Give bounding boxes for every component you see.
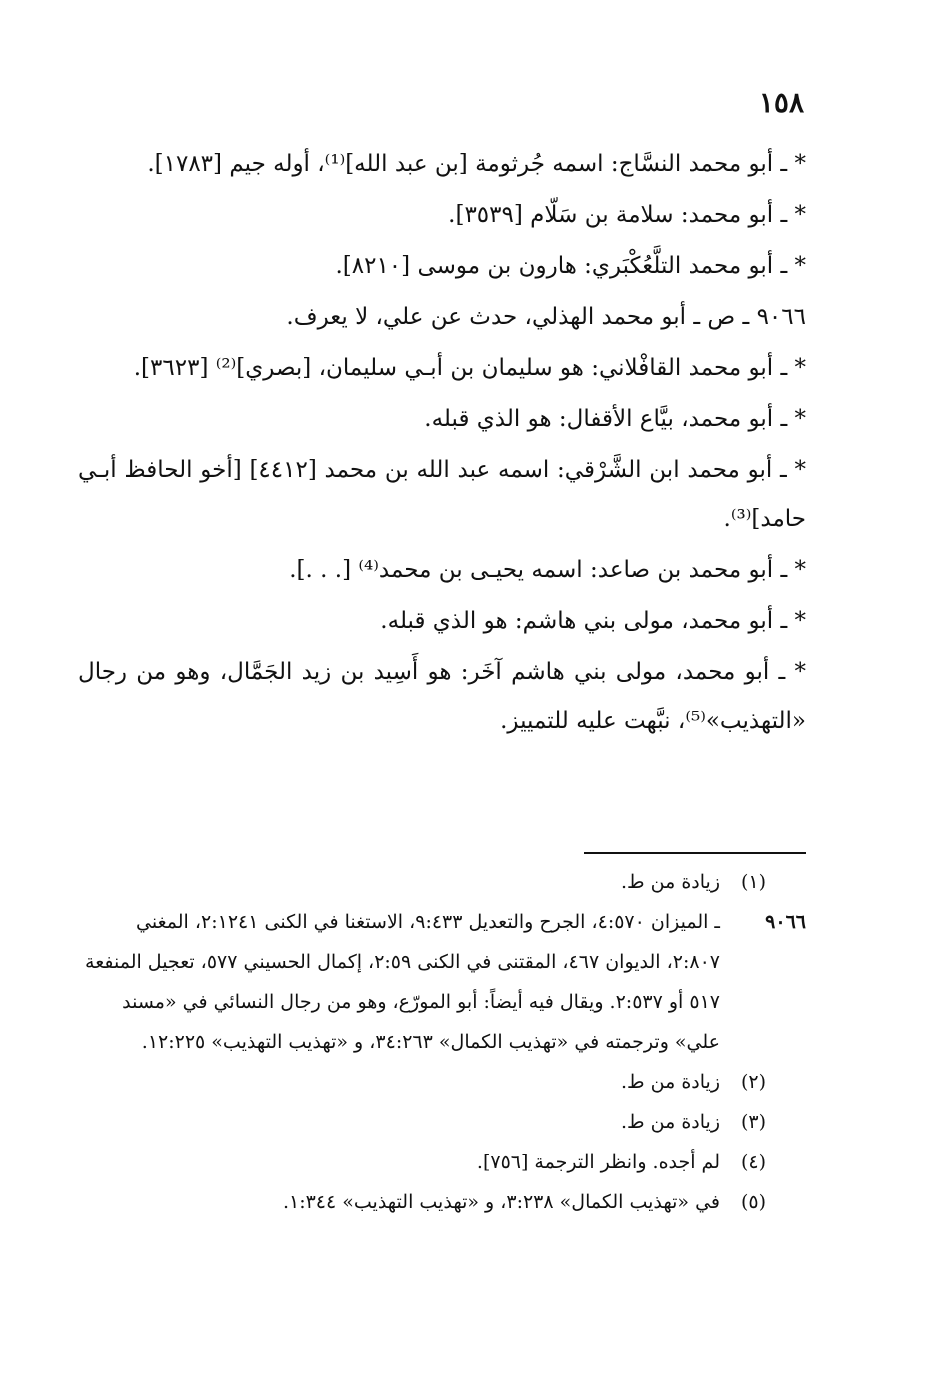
entry: * ـ أبو محمد القافْلاني: هو سليمان بن أبـي سليمان، [بصري]⁽²⁾ [٣٦٢٣]. bbox=[133, 355, 806, 381]
footnote-text: زيادة من ط. bbox=[621, 1071, 720, 1093]
footnote-text: ـ الميزان ٤:٥٧٠، الجرح والتعديل ٩:٤٣٣، الاستغنا في الكنى ٢:١٢٤١، المغني ٢:٨٠٧، الديوان ٤٦٧، المقتنى في الكنى ٢:٥٩، إكمال الحسيني ٥٧٧، تعجيل المنفعة ٥١٧ أو ٢:٥٣٧. ويقال فيه أيضاً: أبو المورّع، وهو من رجال النسائي في «مسند علي» وترجمته في «تهذيب الكمال» ٣٤:٢٦٣، و «تهذيب التهذيب» ١٢:٢٢٥. bbox=[85, 911, 720, 1053]
entry: * ـ أبو محمد: سلامة بن سَلّام [٣٥٣٩]. bbox=[448, 202, 806, 228]
entry: * ـ أبو محمد ابن الشَّرْقي: اسمه عبد الله بن محمد [٤٤١٢] [أخو الحافظ أبـي حامد]⁽³⁾. bbox=[78, 457, 806, 532]
footnote-separator bbox=[584, 852, 806, 854]
footnotes bbox=[78, 862, 806, 1222]
footnote bbox=[78, 1142, 806, 1182]
entry: * ـ أبو محمد، مولى بني هاشم: هو الذي قبله. bbox=[380, 608, 806, 634]
footnote bbox=[78, 902, 806, 1062]
entry: * ـ أبو محمد التلَّعُكْبَري: هارون بن موسى [٨٢١٠]. bbox=[335, 253, 806, 279]
footnote bbox=[78, 1182, 806, 1222]
entry: * ـ أبو محمد، بيَّاع الأقفال: هو الذي قبله. bbox=[424, 406, 806, 432]
footnote-text: زيادة من ط. bbox=[621, 871, 720, 893]
entry: ٩٠٦٦ ـ ص ـ أبو محمد الهذلي، حدث عن علي، لا يعرف. bbox=[286, 304, 806, 330]
footnote bbox=[78, 1102, 806, 1142]
entry: * ـ أبو محمد، مولى بني هاشم آخَر: هو أَسِيد بن زيد الجَمَّال، وهو من رجال «التهذيب»⁽⁵⁾، نبَّهت عليه للتمييز. bbox=[78, 659, 806, 734]
footnote-number: ٩٠٦٦ bbox=[765, 911, 806, 933]
footnote-text: في «تهذيب الكمال» ٣:٢٣٨، و «تهذيب التهذيب» ١:٣٤٤. bbox=[282, 1191, 720, 1213]
footnote-number: (٢) bbox=[740, 1071, 766, 1093]
footnote-number: (١) bbox=[740, 871, 766, 893]
footnote bbox=[78, 862, 806, 902]
footnote bbox=[78, 1062, 806, 1102]
footnote-text: زيادة من ط. bbox=[621, 1111, 720, 1133]
footnote-number: (٥) bbox=[740, 1191, 766, 1213]
entry: * ـ أبو محمد بن صاعد: اسمه يحيـى بن محمد⁽⁴⁾ [. . .]. bbox=[289, 557, 806, 583]
footnote-text: لم أجده. وانظر الترجمة [٧٥٦]. bbox=[476, 1151, 720, 1173]
page-number: ١٥٨ bbox=[758, 86, 804, 119]
entries-list bbox=[78, 140, 806, 748]
footnote-number: (٤) bbox=[740, 1151, 766, 1173]
entry: * ـ أبو محمد النسَّاج: اسمه جُرثومة [بن عبد الله]⁽¹⁾، أوله جيم [١٧٨٣]. bbox=[147, 151, 806, 177]
footnote-number: (٣) bbox=[740, 1111, 766, 1133]
